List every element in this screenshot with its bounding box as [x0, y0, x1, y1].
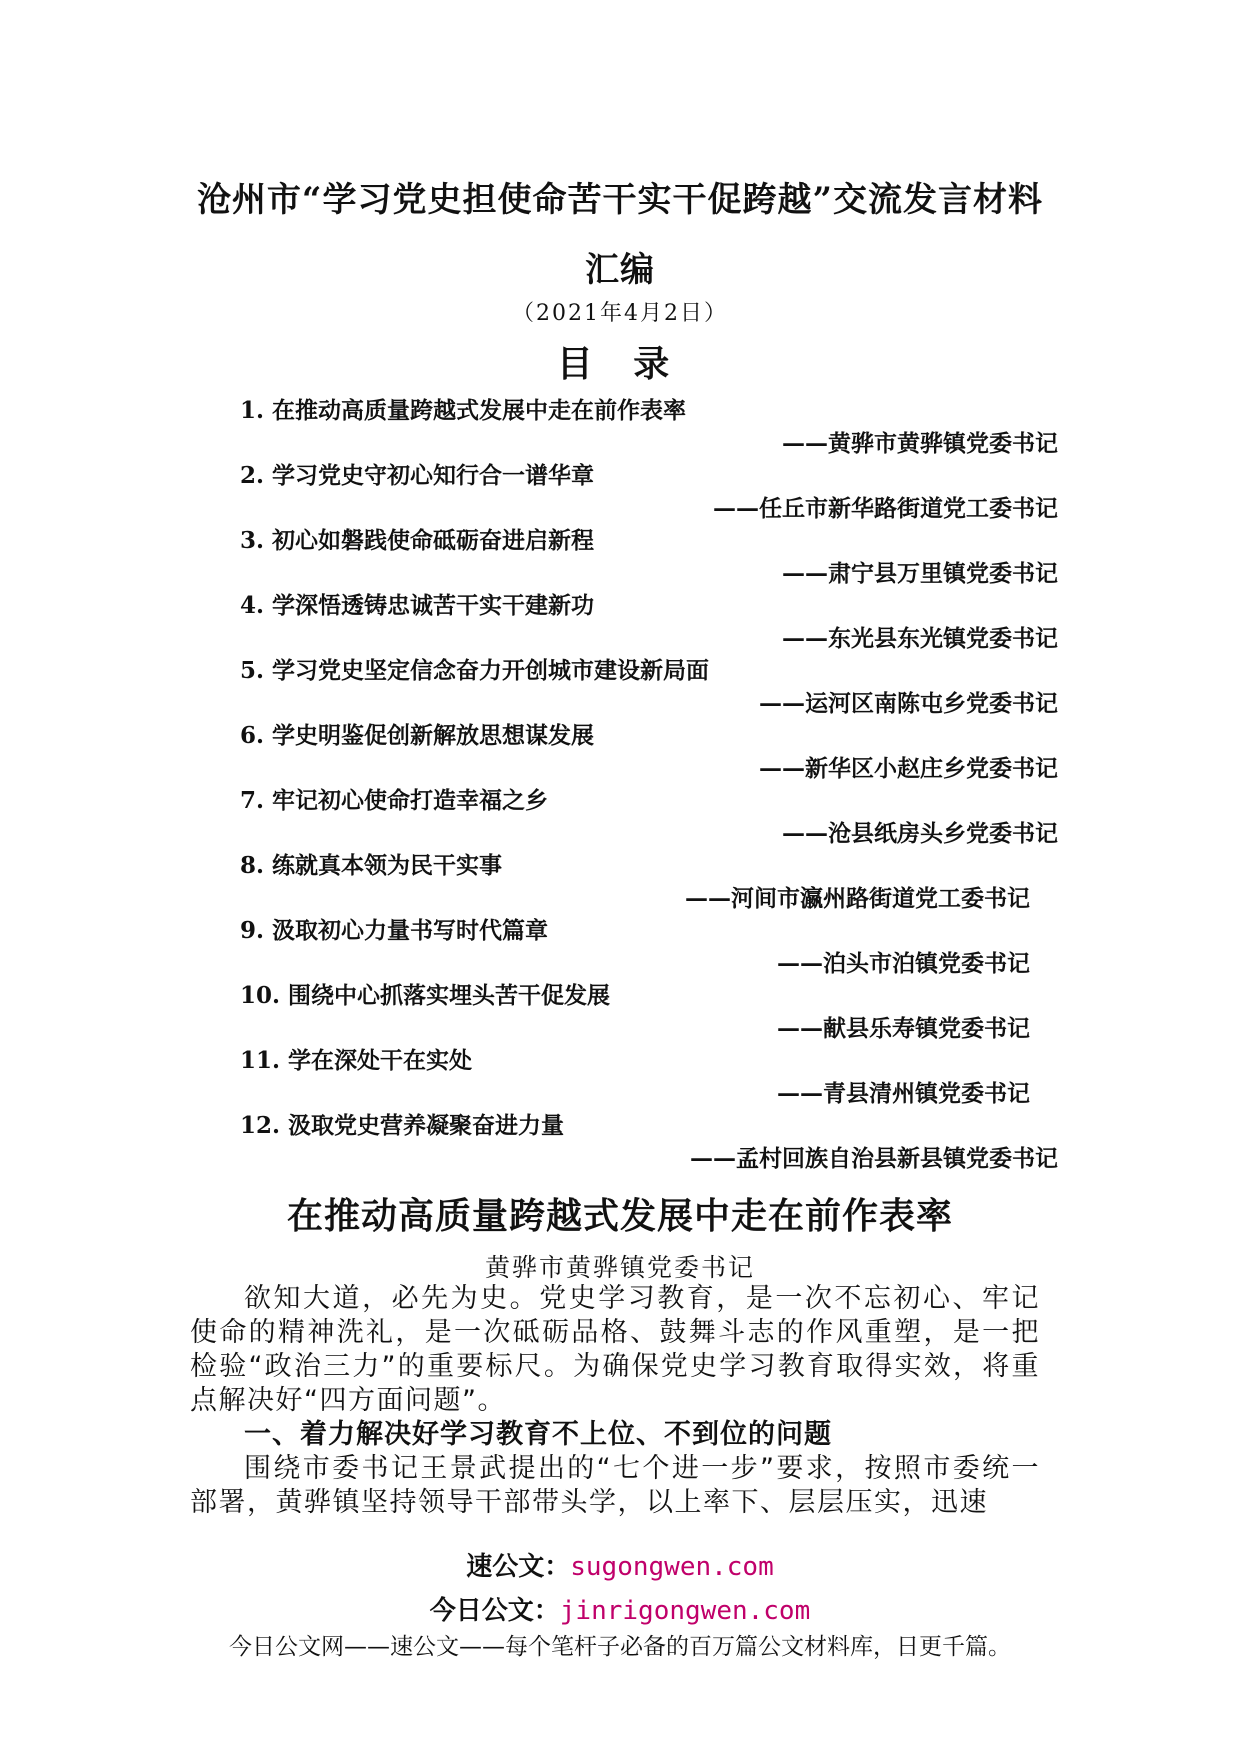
- toc-item-9: [240, 912, 1058, 977]
- toc-item-title: 5. 学习党史坚定信念奋力开创城市建设新局面: [240, 657, 710, 684]
- toc-item-title: 7. 牢记初心使命打造幸福之乡: [240, 787, 549, 814]
- toc-item-title: 10. 围绕中心抓落实埋头苦干促发展: [240, 982, 611, 1009]
- toc-item-author: ——运河区南陈屯乡党委书记: [759, 690, 1058, 717]
- footer-label: 速公文：: [466, 1552, 571, 1582]
- toc-item-author: ——泊头市泊镇党委书记: [777, 950, 1030, 977]
- toc-item-author: ——新华区小赵庄乡党委书记: [759, 755, 1058, 782]
- toc-item-title: 9. 汲取初心力量书写时代篇章: [240, 917, 549, 944]
- toc-item-2: [240, 457, 1058, 522]
- toc-item-title: 8. 练就真本领为民干实事: [240, 852, 503, 879]
- toc-item-12: [240, 1107, 1058, 1172]
- article-title: 在推动高质量跨越式发展中走在前作表率: [286, 1195, 953, 1237]
- footer-link-sugongwen[interactable]: sugongwen.com: [570, 1552, 774, 1582]
- toc-heading: 目 录: [556, 343, 684, 385]
- toc-item-title: 12. 汲取党史营养凝聚奋进力量: [240, 1112, 565, 1139]
- article-paragraph: 围绕市委书记王景武提出的“七个进一步”要求，按照市委统一部署，黄骅镇坚持领导干部带头学，以上率下、层层压实，迅速: [190, 1453, 1040, 1518]
- toc-item-author: ——献县乐寿镇党委书记: [777, 1015, 1030, 1042]
- toc-item-author: ——肃宁县万里镇党委书记: [782, 560, 1058, 587]
- toc-item-title: 2. 学习党史守初心知行合一谱华章: [240, 462, 595, 489]
- toc-item-6: [240, 717, 1058, 782]
- section-heading: 一、着力解决好学习教育不上位、不到位的问题: [244, 1419, 832, 1450]
- toc-item-title: 1. 在推动高质量跨越式发展中走在前作表率: [240, 397, 687, 424]
- toc-item-title: 11. 学在深处干在实处: [240, 1047, 473, 1074]
- toc-item-5: [240, 652, 1058, 717]
- document-title-line2: 汇编: [585, 250, 655, 290]
- footer-line-jinrigongwen: [0, 1590, 1240, 1627]
- toc-item-author: ——孟村回族自治县新县镇党委书记: [690, 1145, 1058, 1172]
- footer-label: 今日公文：: [429, 1596, 560, 1626]
- toc-item-author: ——河间市瀛州路街道党工委书记: [685, 885, 1030, 912]
- toc-item-author: ——任丘市新华路街道党工委书记: [713, 495, 1058, 522]
- footer-line-sugongwen: [0, 1546, 1240, 1583]
- toc-item-10: [240, 977, 1058, 1042]
- toc-item-7: [240, 782, 1058, 847]
- toc-item-author: ——东光县东光镇党委书记: [782, 625, 1058, 652]
- article-author: 黄骅市黄骅镇党委书记: [484, 1253, 755, 1282]
- article-body: [190, 1282, 1040, 1520]
- toc-item-author: ——沧县纸房头乡党委书记: [782, 820, 1058, 847]
- toc-item-8: [240, 847, 1058, 912]
- table-of-contents: [240, 392, 1058, 1172]
- toc-item-4: [240, 587, 1058, 652]
- toc-item-author: ——黄骅市黄骅镇党委书记: [782, 430, 1058, 457]
- toc-item-1: [240, 392, 1058, 457]
- toc-item-title: 4. 学深悟透铸忠诚苦干实干建新功: [240, 592, 595, 619]
- toc-item-11: [240, 1042, 1058, 1107]
- footer-link-jinrigongwen[interactable]: jinrigongwen.com: [559, 1596, 811, 1626]
- document-title-line1: 沧州市“学习党史担使命苦干实干促跨越”交流发言材料: [196, 180, 1044, 220]
- article-paragraph: 欲知大道，必先为史。党史学习教育，是一次不忘初心、牢记使命的精神洗礼，是一次砥砺品格、鼓舞斗志的作风重塑，是一把检验“政治三力”的重要标尺。为确保党史学习教育取得实效，将重点解决好“四方面问题”。: [190, 1283, 1040, 1416]
- document-date: （2021年4月2日）: [512, 301, 728, 326]
- footer-slogan: 今日公文网——速公文——每个笔杆子必备的百万篇公文材料库，日更千篇。: [229, 1634, 1011, 1660]
- toc-item-title: 6. 学史明鉴促创新解放思想谋发展: [240, 722, 595, 749]
- toc-item-author: ——青县清州镇党委书记: [777, 1080, 1030, 1107]
- toc-item-3: [240, 522, 1058, 587]
- toc-item-title: 3. 初心如磐践使命砥砺奋进启新程: [240, 527, 595, 554]
